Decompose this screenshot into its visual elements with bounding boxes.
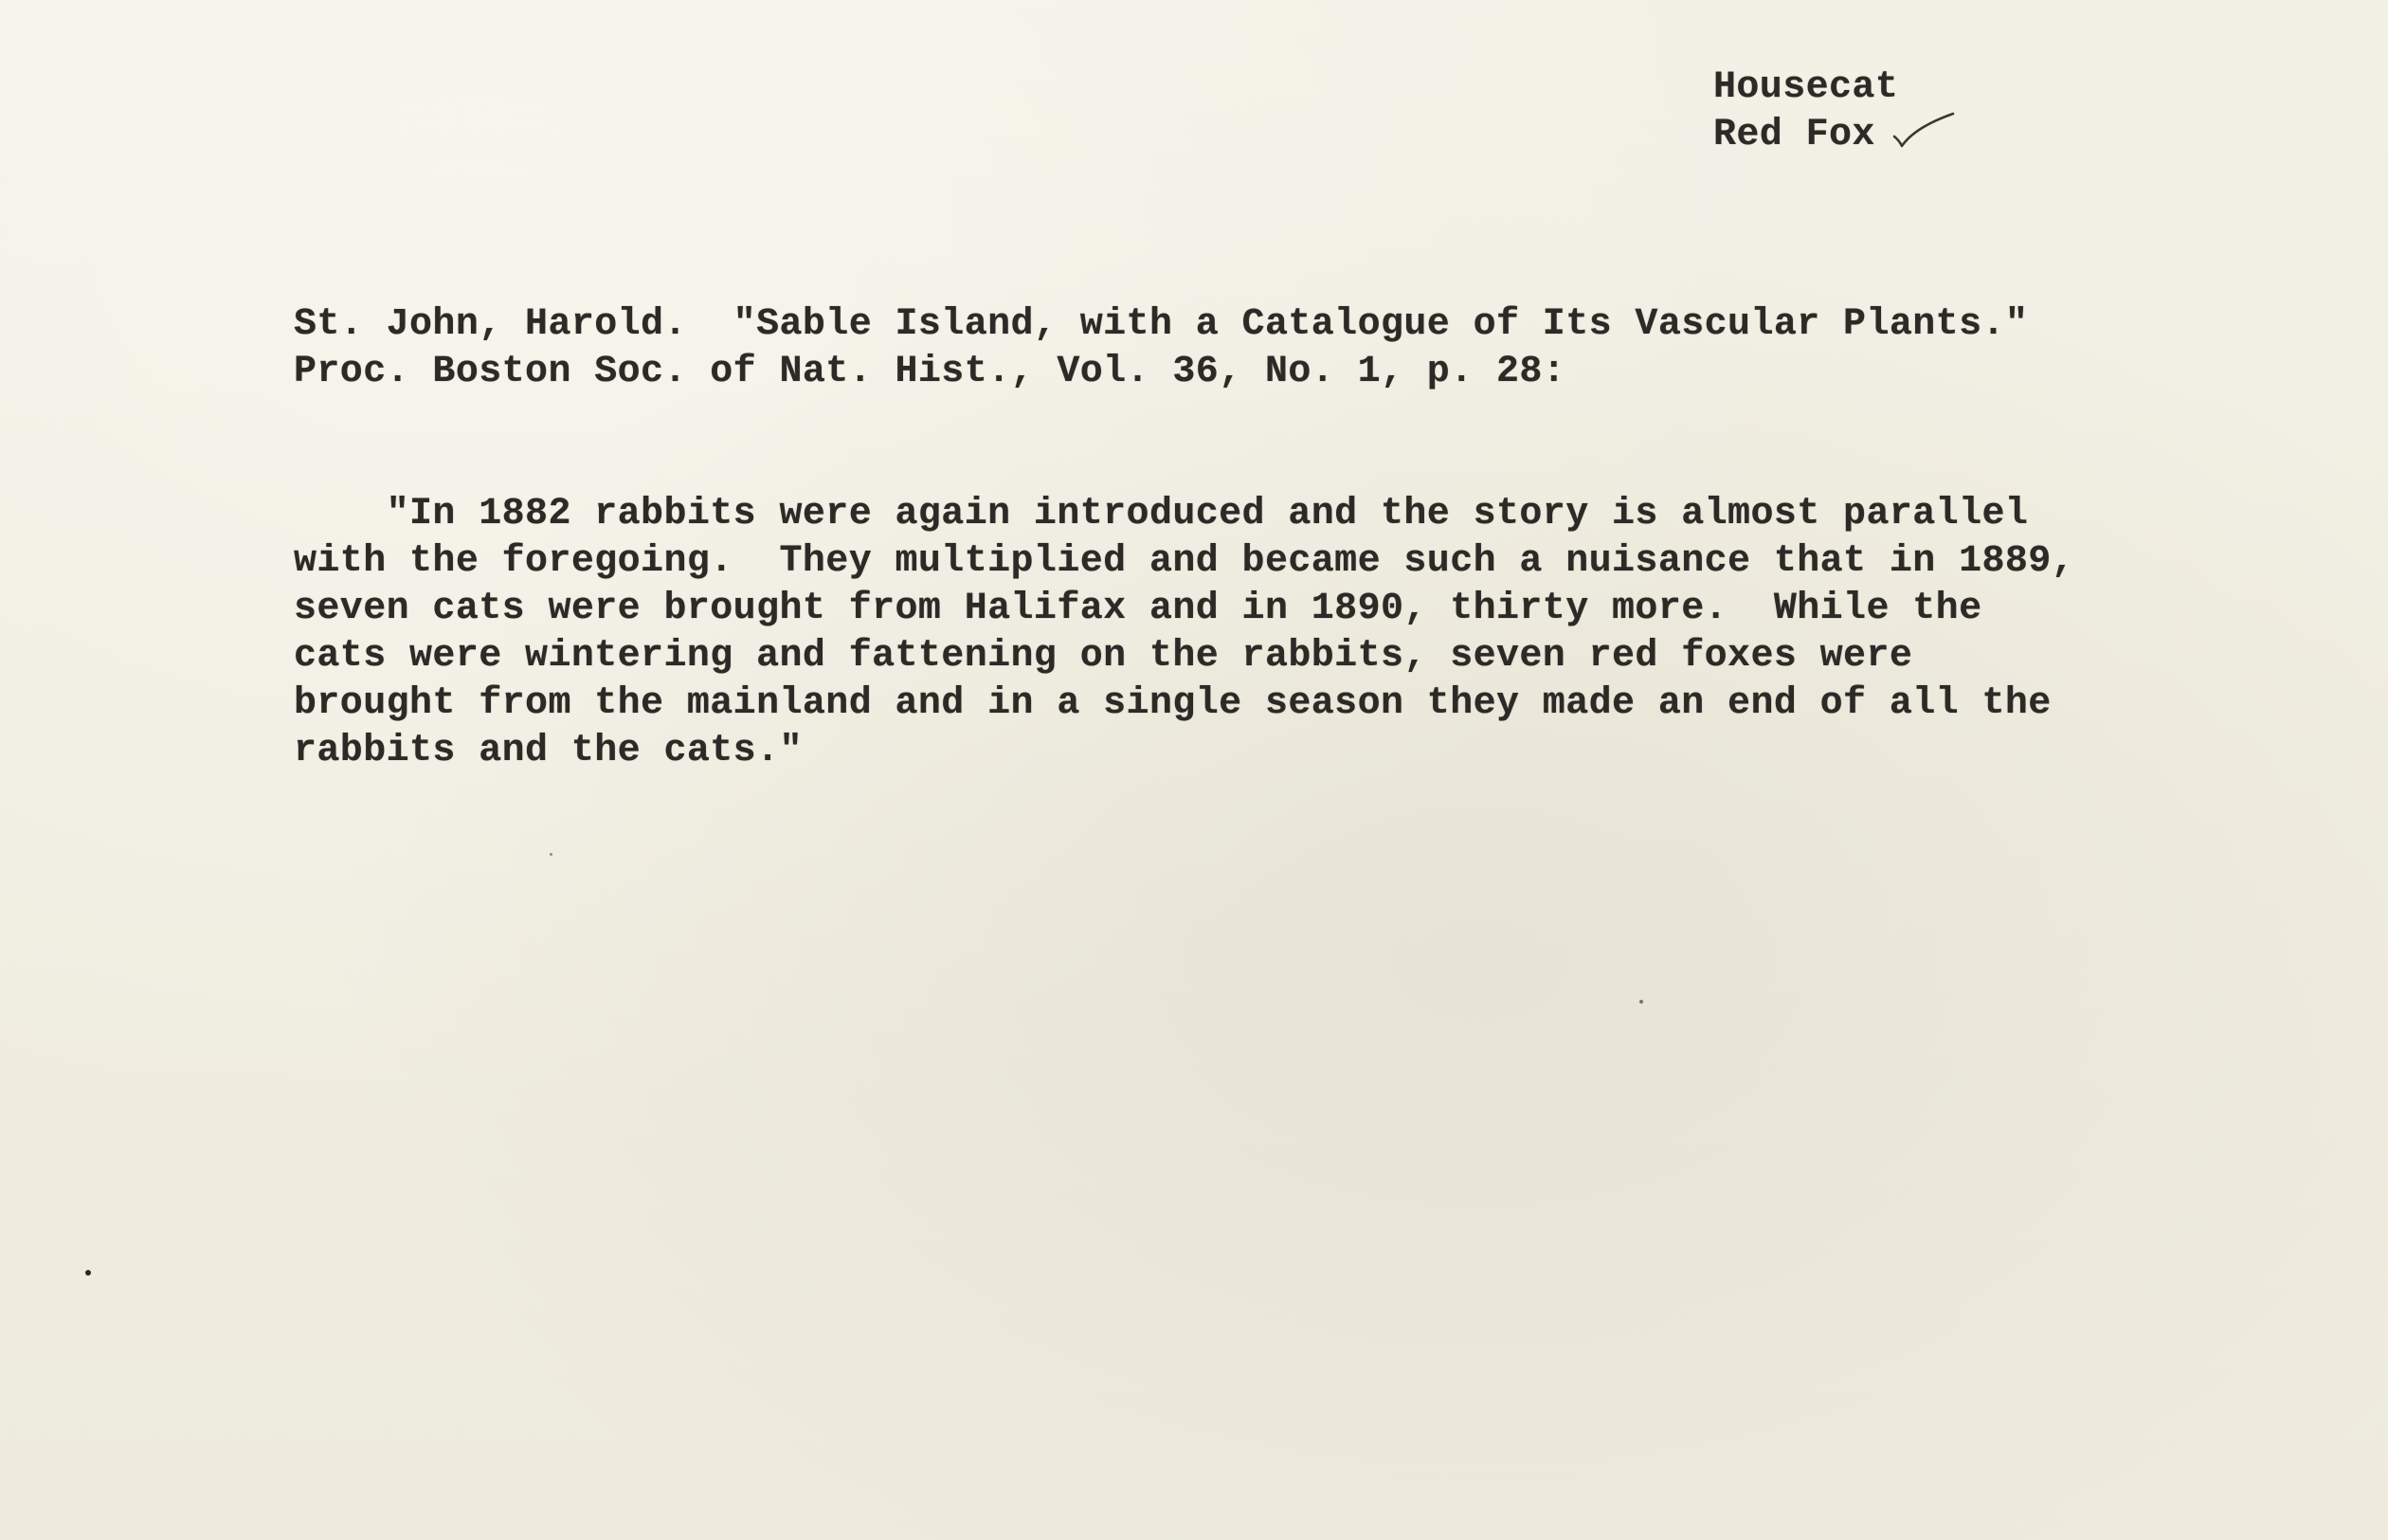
quotation [294,491,2074,775]
quote-line: seven cats were brought from Halifax and in 1890, thirty more. While the [294,588,1982,630]
checkmark-icon [1890,112,1957,159]
quote-line: rabbits and the cats." [294,730,803,772]
subject-red-fox: Red Fox [1713,114,1875,156]
citation-line-2: Proc. Boston Soc. of Nat. Hist., Vol. 36, No. 1, p. 28: [294,351,1566,393]
citation-line-1: St. John, Harold. "Sable Island, with a Catalogue of Its Vascular Plants." [294,303,2029,346]
quote-line: cats were wintering and fattening on the rabbits, seven red foxes were [294,635,1913,678]
citation [294,301,2028,396]
subject-headings [1713,64,1898,159]
quote-line: brought from the mainland and in a single season they made an end of all the [294,682,2052,725]
ink-speck [85,1270,91,1276]
quote-line: "In 1882 rabbits were again introduced and the story is almost parallel [294,493,2029,535]
subject-housecat: Housecat [1713,66,1899,109]
ink-speck [550,853,552,856]
ink-speck [1639,1000,1643,1004]
quote-line: with the foregoing. They multiplied and became such a nuisance that in 1889, [294,540,2075,583]
